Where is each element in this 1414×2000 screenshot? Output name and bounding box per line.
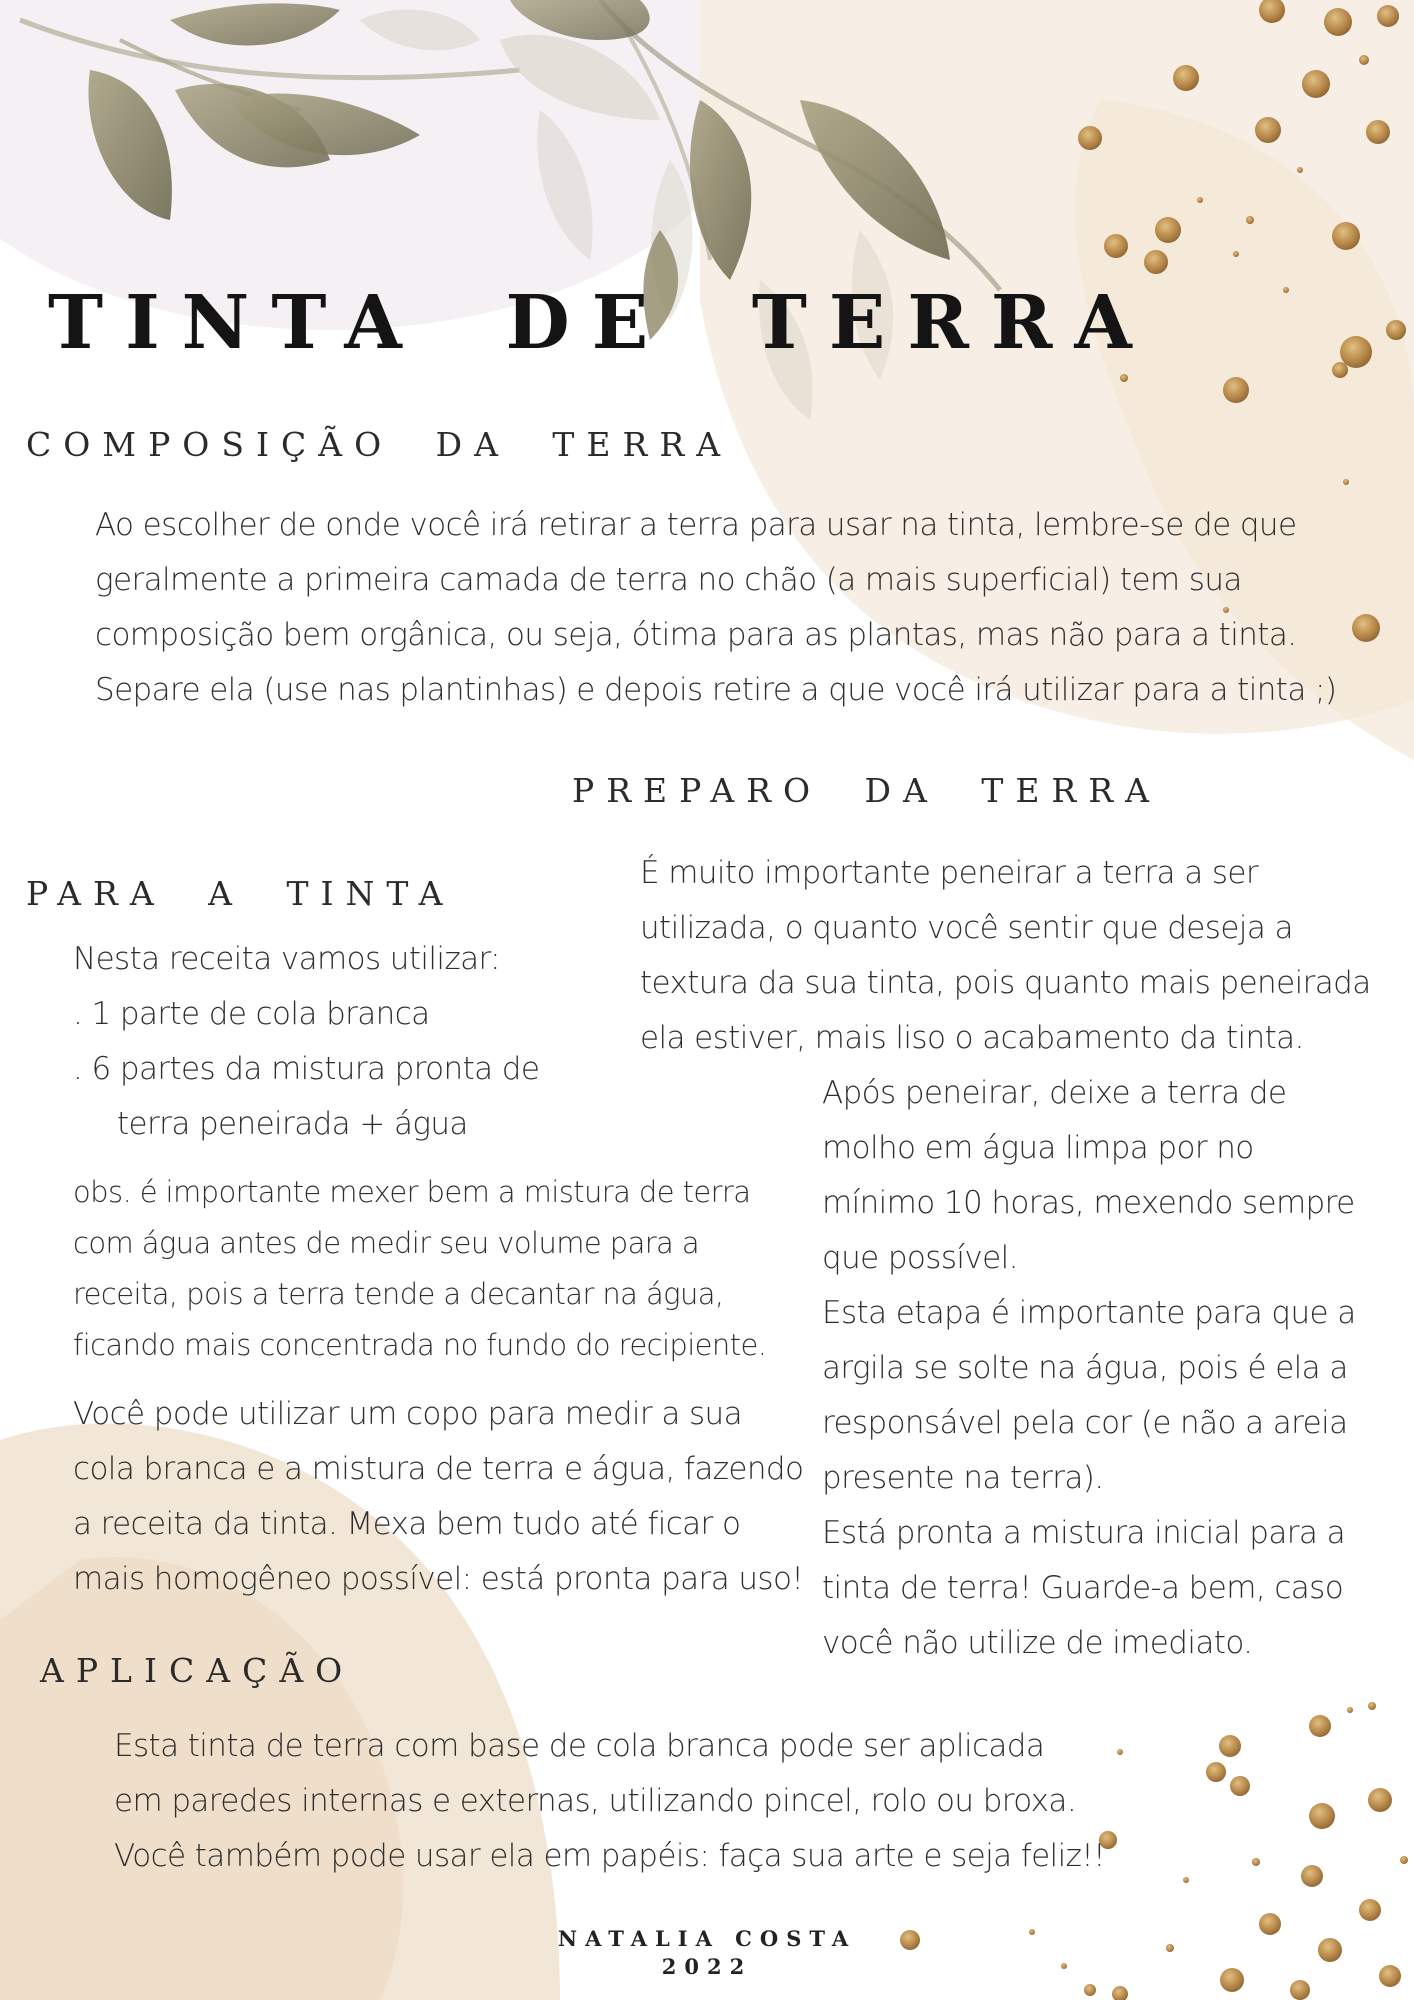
text-line: molho em água limpa por no bbox=[822, 1130, 1254, 1166]
text-line: Separe ela (use nas plantinhas) e depois retire a que você irá utilizar para a tinta ;) bbox=[95, 672, 1337, 708]
ingredient-item: terra peneirada + água bbox=[117, 1106, 468, 1142]
author-year: 2022 bbox=[661, 1954, 753, 1979]
text-line: ela estiver, mais liso o acabamento da tinta. bbox=[640, 1020, 1304, 1056]
section-heading-para-a-tinta: PARA A TINTA bbox=[26, 874, 455, 913]
text-line: Está pronta a mistura inicial para a bbox=[822, 1515, 1345, 1551]
aplicacao-text bbox=[114, 1719, 1214, 1884]
obs-note bbox=[73, 1167, 793, 1371]
text-line: ficando mais concentrada no fundo do recipiente. bbox=[73, 1328, 767, 1362]
preparo-text-top bbox=[640, 846, 1380, 1066]
ingredient-item: . 6 partes da mistura pronta de bbox=[73, 1051, 540, 1087]
preparo-text-bottom bbox=[822, 1066, 1382, 1671]
text-line: presente na terra). bbox=[822, 1460, 1104, 1496]
ingredients-block bbox=[73, 932, 633, 1152]
text-line: você não utilize de imediato. bbox=[822, 1625, 1253, 1661]
text-line: tinta de terra! Guarde-a bem, caso bbox=[822, 1570, 1344, 1606]
text-line: Você pode utilizar um copo para medir a sua bbox=[73, 1396, 742, 1432]
author-name: NATALIA COSTA bbox=[557, 1926, 857, 1951]
text-line: que possível. bbox=[822, 1240, 1018, 1276]
text-line: argila se solte na água, pois é ela a bbox=[822, 1350, 1348, 1386]
text-line: mínimo 10 horas, mexendo sempre bbox=[822, 1185, 1355, 1221]
text-line: a receita da tinta. Mexa bem tudo até ficar o bbox=[73, 1506, 741, 1542]
text-line: Você também pode usar ela em papéis: faça sua arte e seja feliz!! bbox=[114, 1838, 1105, 1874]
text-line: obs. é importante mexer bem a mistura de terra bbox=[73, 1175, 751, 1209]
text-line: cola branca e a mistura de terra e água, fazendo bbox=[73, 1451, 804, 1487]
text-line: receita, pois a terra tende a decantar na água, bbox=[73, 1277, 724, 1311]
section-heading-composicao: COMPOSIÇÃO DA TERRA bbox=[26, 425, 733, 464]
text-line: utilizada, o quanto você sentir que deseja a bbox=[640, 910, 1293, 946]
document-title: TINTA DE TERRA bbox=[48, 280, 1154, 366]
text-line: É muito importante peneirar a terra a ser bbox=[640, 855, 1259, 891]
ingredient-item: . 1 parte de cola branca bbox=[73, 996, 430, 1032]
text-line: mais homogêneo possível: está pronta para uso! bbox=[73, 1561, 804, 1597]
section-heading-aplicacao: APLICAÇÃO bbox=[40, 1651, 355, 1690]
text-line: Ao escolher de onde você irá retirar a terra para usar na tinta, lembre-se de que bbox=[95, 507, 1297, 543]
section-heading-preparo: PREPARO DA TERRA bbox=[572, 771, 1161, 810]
usage-text bbox=[73, 1387, 813, 1607]
text-line: responsável pela cor (e não a areia bbox=[822, 1405, 1348, 1441]
text-line: Após peneirar, deixe a terra de bbox=[822, 1075, 1287, 1111]
text-line: em paredes internas e externas, utilizando pincel, rolo ou broxa. bbox=[114, 1783, 1077, 1819]
text-line: Esta etapa é importante para que a bbox=[822, 1295, 1356, 1331]
composicao-text bbox=[95, 498, 1355, 718]
ingredients-intro: Nesta receita vamos utilizar: bbox=[73, 941, 500, 977]
text-line: Esta tinta de terra com base de cola branca pode ser aplicada bbox=[114, 1728, 1045, 1764]
text-line: composição bem orgânica, ou seja, ótima para as plantas, mas não para a tinta. bbox=[95, 617, 1297, 653]
text-line: com água antes de medir seu volume para a bbox=[73, 1226, 700, 1260]
text-line: textura da sua tinta, pois quanto mais peneirada bbox=[640, 965, 1371, 1001]
text-line: geralmente a primeira camada de terra no chão (a mais superficial) tem sua bbox=[95, 562, 1242, 598]
